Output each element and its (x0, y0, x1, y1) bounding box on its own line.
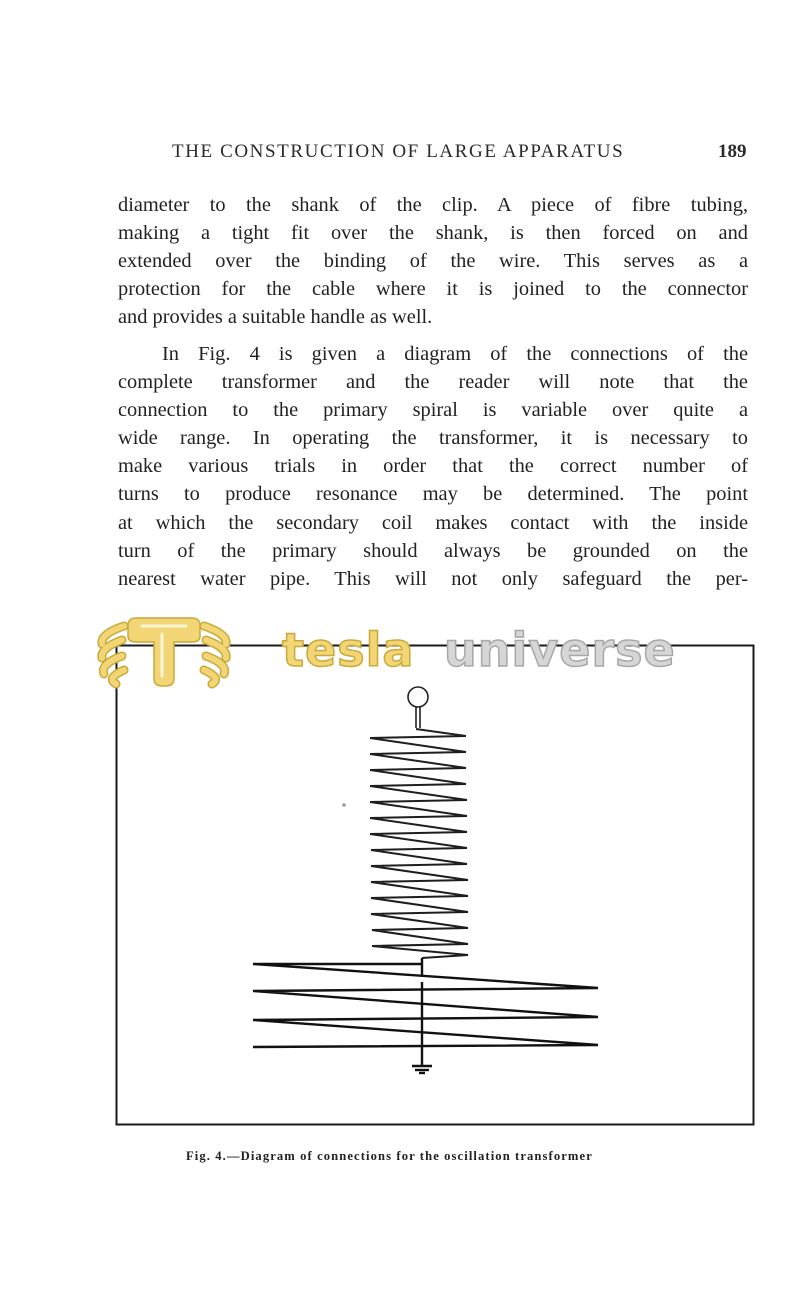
text-line: extended over the binding of the wire. This serves as a (118, 250, 748, 273)
speck (342, 803, 346, 807)
primary-spiral-icon (253, 964, 598, 1047)
text-line: making a tight fit over the shank, is then forced on and (118, 222, 748, 245)
text-line: and provides a suitable handle as well. (118, 306, 433, 329)
tesla-coil-logo-icon (102, 618, 226, 686)
text-line: complete transformer and the reader will note that the (118, 371, 748, 394)
text-line: protection for the cable where it is joined to the connector (118, 278, 748, 301)
tesla-universe-watermark (92, 612, 712, 690)
page-number: 189 (718, 141, 747, 162)
secondary-coil-icon (370, 736, 468, 958)
running-head-title: THE CONSTRUCTION OF LARGE APPARATUS (172, 141, 625, 162)
text-line: turn of the primary should always be grounded on the (118, 539, 748, 562)
text-line: connection to the primary spiral is variable over quite a (118, 399, 748, 422)
text-line: at which the secondary coil makes contact with the inside (118, 511, 748, 534)
text-line: In Fig. 4 is given a diagram of the connections of the (162, 343, 748, 365)
brand-text-universe: universe (444, 623, 676, 677)
brand-text-tesla: tesla (282, 623, 415, 677)
figure-caption: Fig. 4.—Diagram of connections for the oscillation transformer (186, 1149, 593, 1163)
text-line: wide range. In operating the transformer, it is necessary to (118, 427, 748, 450)
text-line: nearest water pipe. This will not only safeguard the per- (118, 567, 748, 590)
brand-text (282, 623, 676, 677)
figure-frame (117, 646, 754, 1125)
text-line: diameter to the shank of the clip. A piece of fibre tubing, (118, 194, 748, 216)
terminal-ball-icon (408, 687, 466, 736)
text-line: make various trials in order that the correct number of (118, 455, 748, 478)
text-line: turns to produce resonance may be determined. The point (118, 483, 748, 506)
